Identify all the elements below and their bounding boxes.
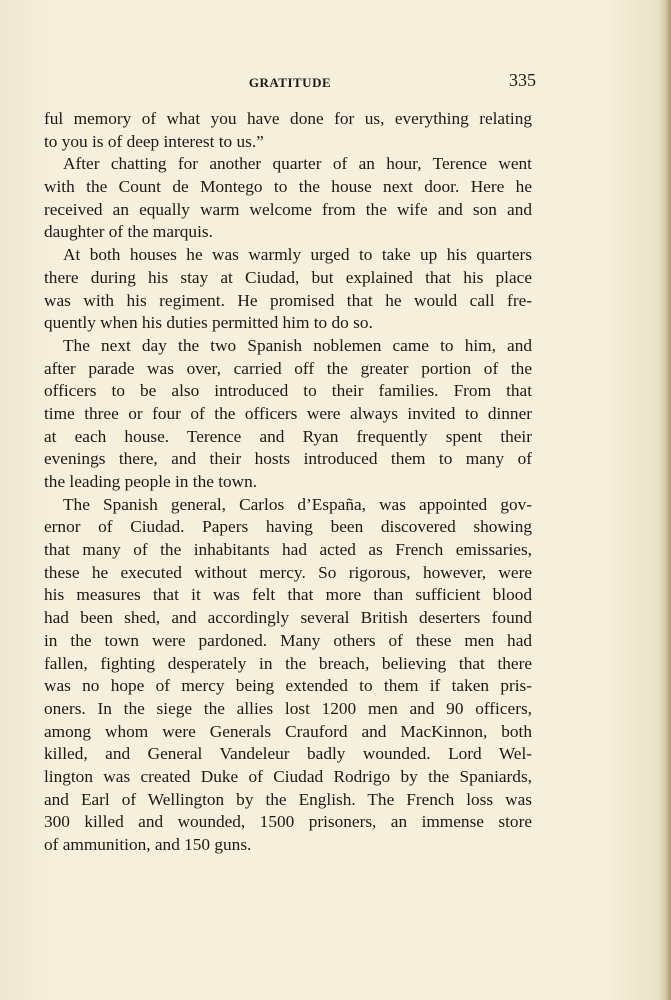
text-line: and Earl of Wellington by the English. The French loss was <box>44 789 532 809</box>
text-line: these he executed without mercy. So rigorous, however, were <box>44 562 532 582</box>
page-number: 335 <box>509 70 536 90</box>
text-line: At both houses he was warmly urged to take up his quarters <box>63 245 532 265</box>
text-line: ful memory of what you have done for us, everything relating <box>44 109 532 128</box>
text-line: ernor of Ciudad. Papers having been discovered showing <box>44 517 532 537</box>
text-line: 300 killed and wounded, 1500 prisoners, an immense store <box>44 812 532 832</box>
running-title: GRATITUDE <box>248 75 332 90</box>
text-line: the leading people in the town. <box>44 472 258 491</box>
text-line: quently when his duties permitted him to do so. <box>44 313 373 333</box>
text-line: was no hope of mercy being extended to them if taken pris- <box>44 676 532 696</box>
page-header <box>44 70 536 100</box>
text-line: received an equally warm welcome from the wife and son and <box>44 199 532 219</box>
text-line: After chatting for another quarter of an hour, Terence went <box>63 154 532 174</box>
text-line: after parade was over, carried off the greater portion of the <box>44 358 532 378</box>
text-line: daughter of the marquis. <box>44 222 213 242</box>
text-line: lington was created Duke of Ciudad Rodrigo by the Spaniards, <box>44 766 532 786</box>
text-line: officers to be also introduced to their families. From that <box>44 381 532 401</box>
text-line: that many of the inhabitants had acted as French emissaries, <box>44 540 532 560</box>
text-line: among whom were Generals Crauford and MacKinnon, both <box>44 721 532 741</box>
text-line: fallen, fighting desperately in the breach, believing that there <box>44 653 532 673</box>
text-line: The next day the two Spanish noblemen came to him, and <box>63 335 532 355</box>
text-line: to you is of deep interest to us.” <box>44 131 264 151</box>
body-text <box>44 108 532 857</box>
text-line: time three or four of the officers were always invited to dinner <box>44 403 532 423</box>
text-line: there during his stay at Ciudad, but explained that his place <box>44 267 532 287</box>
text-line: evenings there, and their hosts introduced them to many of <box>44 449 532 469</box>
text-line: had been shed, and accordingly several British deserters found <box>44 608 532 628</box>
text-line: oners. In the siege the allies lost 1200 men and 90 officers, <box>44 698 532 718</box>
text-line: at each house. Terence and Ryan frequently spent their <box>44 426 532 446</box>
text-line: of ammunition, and 150 guns. <box>44 835 252 854</box>
text-line: in the town were pardoned. Many others of these men had <box>44 630 532 650</box>
text-line: The Spanish general, Carlos d’España, was appointed gov- <box>63 494 532 514</box>
text-line: killed, and General Vandeleur badly wounded. Lord Wel- <box>44 744 532 764</box>
text-line: with the Count de Montego to the house next door. Here he <box>44 177 532 197</box>
page-edge <box>665 0 671 1000</box>
text-line: his measures that it was felt that more than sufficient blood <box>44 585 532 605</box>
text-line: was with his regiment. He promised that he would call fre- <box>44 290 532 310</box>
